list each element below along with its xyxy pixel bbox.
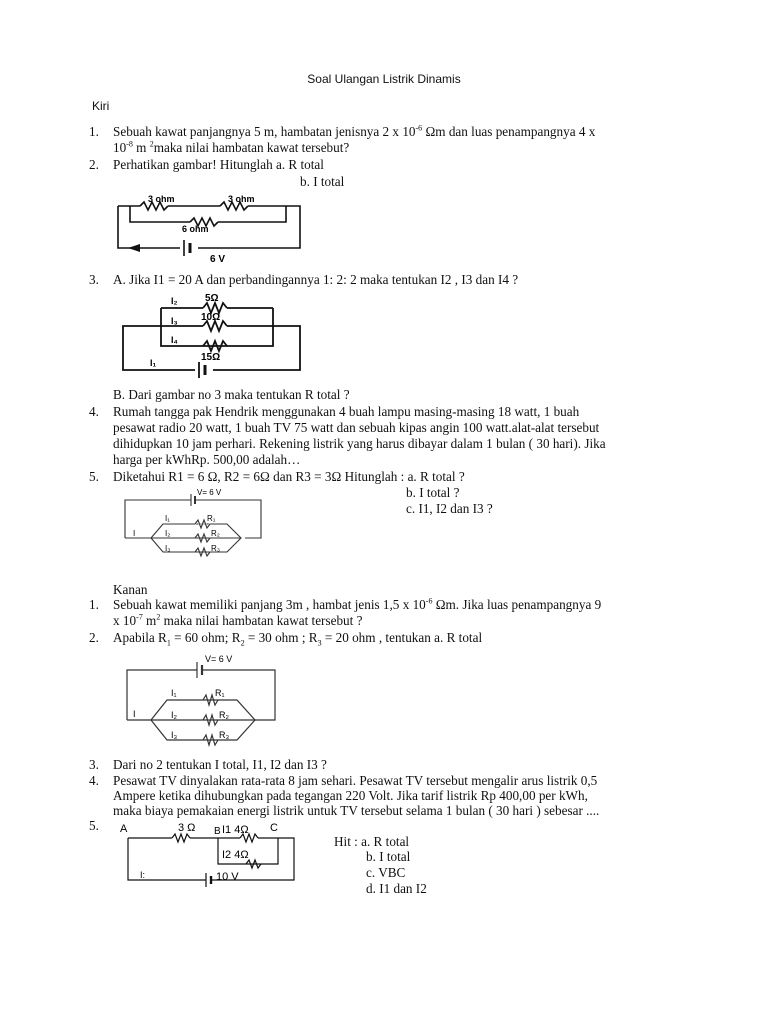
kanan-question-2: [89, 630, 689, 648]
question-number: 3.: [89, 272, 99, 287]
kanan-q5-hit-a: Hit : a. R total: [334, 834, 410, 849]
resistor-label: R₃: [211, 544, 221, 553]
resistor-label: R₃: [219, 730, 230, 740]
question-text-line: Perhatikan gambar! Hitunglah a. R total: [113, 157, 324, 172]
resistor-label: R₁: [215, 688, 225, 698]
resistor-label: R₂: [219, 710, 229, 720]
question-text-line: Dari no 2 tentukan I total, I1, I2 dan I3 ?: [113, 757, 327, 772]
circuit-diagram-q2: [110, 192, 320, 264]
node-label: A: [120, 823, 128, 835]
question-text-line: b. I total ?: [406, 485, 460, 500]
kanan-q5-hit-d: d. I1 dan I2: [366, 881, 427, 896]
resistor-label: 5Ω: [205, 293, 219, 304]
kanan-question-4: [89, 773, 709, 823]
question-text-line: x $10^{-7}$ $m^2$ maka nilai hambatan kawat tersebut ?: [113, 612, 363, 628]
question-number: 5.: [89, 818, 99, 833]
resistor-label: 3 ohm: [148, 194, 175, 204]
section-heading-kiri: Kiri: [92, 99, 110, 113]
voltage-label: V= 6 V: [197, 488, 222, 497]
question-text-line: Apabila $R_1 = 60$ ohm; $R_2 = 30$ ohm ; $R_3 = 20$ ohm , tentukan a. R total: [113, 630, 483, 648]
question-number: 1.: [89, 124, 99, 139]
question-number: 5.: [89, 469, 99, 484]
current-label: I₂: [171, 710, 177, 720]
current-label: I₁: [150, 358, 157, 368]
resistor-label: I1 4Ω: [222, 824, 249, 836]
arrow-icon: [128, 244, 140, 252]
resistor-label: R₁: [207, 514, 216, 523]
kiri-question-3: [89, 272, 689, 290]
question-text-line: Ampere ketika dihubungkan pada tegangan 220 Volt. Jika tarif listrik Rp 400,00 per kWh,: [113, 788, 588, 803]
circuit-diagram-kiri-q5: [115, 486, 275, 561]
question-text-line: pesawat radio 20 watt, 1 buah TV 75 watt dan sebuah kipas angin 100 watt.alat-alat tersebut: [113, 420, 600, 435]
question-text-line: Sebuah kawat memiliki panjang 3m , hambat jenis 1,5 x $10^{-6}$ Ωm. Jika luas penampangnya 9: [113, 596, 602, 612]
node-label: B: [214, 826, 221, 837]
current-label: I₄: [171, 335, 178, 345]
circuit-diagram-kanan-q2: [115, 650, 290, 750]
voltage-label: V= 6 V: [205, 654, 233, 664]
question-number: 3.: [89, 757, 99, 772]
question-text-line: $10^{-8}$ m $^2$maka nilai hambatan kawat tersebut?: [113, 139, 350, 155]
kanan-q5-hit-b: b. I total: [366, 849, 411, 864]
question-text-line: maka biaya pemakaian energi listrik untuk TV tersebut selama 1 bulan ( 30 hari ) sebesar ....: [113, 803, 600, 818]
resistor-label: 3 ohm: [228, 194, 255, 204]
current-label: I: [133, 529, 136, 538]
current-label: I₂: [165, 529, 171, 538]
page-title: Soal Ulangan Listrik Dinamis: [307, 72, 461, 86]
kiri-question-1: [89, 124, 689, 158]
question-text-line: dihidupkan 10 jam perhari. Rekening listrik yang harus dibayar dalam 1 bulan ( 30 hari). Jika: [113, 436, 606, 451]
circuit-diagram-q3: [115, 290, 315, 382]
question-text-line: A. Jika I1 = 20 A dan perbandingannya 1: 2: 2 maka tentukan I2 , I3 dan I4 ?: [113, 272, 519, 287]
question-text-line: Pesawat TV dinyalakan rata-rata 8 jam sehari. Pesawat TV tersebut mengalir arus listrik 0,5: [113, 773, 598, 788]
resistor-label: 15Ω: [201, 352, 221, 363]
current-label: I₂: [171, 296, 178, 306]
question-text-line: Diketahui R1 = 6 Ω, R2 = 6Ω dan R3 = 3Ω Hitunglah : a. R total ?: [113, 469, 465, 484]
question-text-line: b. I total: [300, 174, 345, 189]
kiri-question-2: [89, 157, 689, 191]
voltage-label: 6 V: [210, 254, 226, 264]
resistor-label: 3 Ω: [178, 822, 196, 834]
current-label: I₃: [165, 544, 171, 553]
kiri-question-4: [89, 404, 709, 468]
question-text-line: Sebuah kawat panjangnya 5 m, hambatan jenisnya 2 x $10^{-6}$ Ωm dan luas penampangnya 4 x: [113, 123, 596, 139]
resistor-label: 10Ω: [201, 312, 221, 323]
question-number: 4.: [89, 404, 99, 419]
voltage-label: 10 V: [216, 871, 239, 883]
kanan-question-1: [89, 597, 689, 631]
question-number: 2.: [89, 630, 99, 645]
current-label: I₃: [171, 316, 178, 326]
question-text-line: harga per kWhRp. 500,00 adalah…: [113, 452, 301, 467]
question-number: 1.: [89, 597, 99, 612]
question-text-line: c. I1, I2 dan I3 ?: [406, 501, 493, 516]
question-number: 2.: [89, 157, 99, 172]
resistor-label: I2 4Ω: [222, 849, 249, 861]
kanan-q5-hit-c: c. VBC: [366, 865, 406, 880]
question-number: 4.: [89, 773, 99, 788]
resistor-label: 6 ohm: [182, 224, 209, 234]
kiri-question-3b: B. Dari gambar no 3 maka tentukan R total ?: [113, 387, 350, 402]
current-label: I: [133, 709, 136, 719]
resistor-label: R₂: [211, 529, 220, 538]
question-text-line: Rumah tangga pak Hendrik menggunakan 4 buah lampu masing-masing 18 watt, 1 buah: [113, 404, 580, 419]
current-label: I:: [140, 870, 146, 880]
current-label: I₁: [171, 688, 177, 698]
current-label: I₃: [171, 730, 178, 740]
section-heading-kanan: Kanan: [113, 582, 148, 597]
circuit-diagram-kanan-q5: [110, 818, 320, 890]
node-label: C: [270, 822, 278, 834]
current-label: I₁: [165, 514, 170, 523]
